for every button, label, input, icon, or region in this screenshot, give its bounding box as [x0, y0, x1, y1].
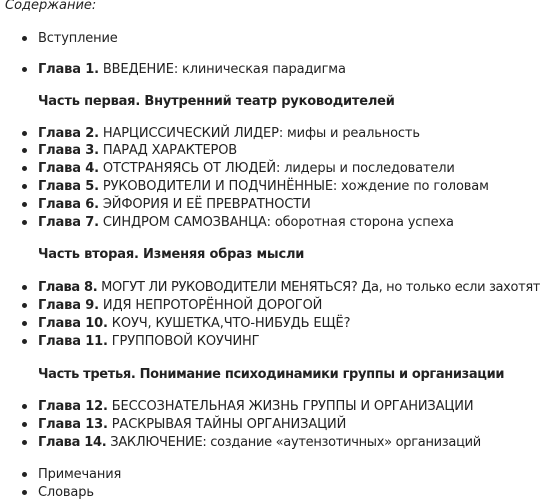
- chapter-title: ИДЯ НЕПРОТОРЁННОЙ ДОРОГОЙ: [102, 298, 323, 313]
- chapter-number: Глава 1.: [38, 62, 99, 77]
- bullet-icon: [22, 490, 27, 495]
- chapter-title: ЭЙФОРИЯ И ЕЁ ПРЕВРАТНОСТИ: [102, 197, 311, 212]
- item-label: [38, 196, 311, 213]
- item-label: [38, 398, 473, 415]
- item-label: [38, 125, 420, 142]
- bullet-icon: [22, 339, 27, 344]
- item-label: [38, 315, 350, 332]
- chapter-number: Глава 7.: [38, 215, 99, 230]
- bullet-icon: [22, 321, 27, 326]
- chapter-title: ГРУППОВОЙ КОУЧИНГ: [111, 334, 260, 349]
- bullet-icon: [22, 220, 27, 225]
- item-label: [38, 142, 237, 159]
- chapter-subtitle: : оборотная сторона успеха: [266, 215, 454, 230]
- chapter-number: Глава 3.: [38, 143, 99, 158]
- item-label: Словарь: [38, 485, 94, 500]
- item-label: [38, 61, 346, 78]
- chapter-title: ПАРАД ХАРАКТЕРОВ: [102, 143, 238, 158]
- bullet-icon: [22, 303, 27, 308]
- item-label: [38, 434, 481, 451]
- bullet-icon: [22, 148, 27, 153]
- item-label: [38, 297, 322, 314]
- item-label: [38, 178, 489, 195]
- chapter-title: ОТСТРАНЯЯСЬ ОТ ЛЮДЕЙ: [102, 161, 276, 176]
- chapter-number: Глава 4.: [38, 161, 99, 176]
- chapter-title: БЕССОЗНАТЕЛЬНАЯ ЖИЗНЬ ГРУППЫ И ОРГАНИЗАЦИИ: [111, 399, 474, 414]
- chapter-title: КОУЧ, КУШЕТКА,ЧТО-НИБУДЬ ЕЩЁ?: [111, 316, 351, 331]
- chapter-number: Глава 6.: [38, 197, 99, 212]
- bullet-icon: [22, 184, 27, 189]
- chapter-title: НАРЦИССИЧЕСКИЙ ЛИДЕР: [102, 126, 279, 141]
- bullet-icon: [22, 67, 27, 72]
- bullet-icon: [22, 131, 27, 136]
- chapter-number: Глава 10.: [38, 316, 108, 331]
- chapter-number: Глава 9.: [38, 298, 99, 313]
- item-label: Примечания: [38, 467, 122, 482]
- chapter-number: Глава 12.: [38, 399, 108, 414]
- item-label: [38, 416, 346, 433]
- chapter-subtitle: Да, но только если захотят: [357, 280, 540, 295]
- item-label: Вступление: [38, 31, 118, 46]
- part-heading-1: Часть первая. Внутренний театр руководителей: [38, 94, 395, 109]
- bullet-icon: [22, 166, 27, 171]
- chapter-subtitle: : лидеры и последователи: [275, 161, 455, 176]
- chapter-title: МОГУТ ЛИ РУКОВОДИТЕЛИ МЕНЯТЬСЯ?: [101, 280, 358, 295]
- bullet-icon: [22, 422, 27, 427]
- part-heading-3: Часть третья. Понимание психодинамики группы и организации: [38, 367, 505, 382]
- bullet-icon: [22, 440, 27, 445]
- bullet-icon: [22, 36, 27, 41]
- part-heading-2: Часть вторая. Изменяя образ мысли: [38, 247, 305, 262]
- bullet-icon: [22, 472, 27, 477]
- chapter-title: РУКОВОДИТЕЛИ И ПОДЧИНЁННЫЕ: [102, 179, 333, 194]
- chapter-title: СИНДРОМ САМОЗВАНЦА: [102, 215, 267, 230]
- chapter-title: ВВЕДЕНИЕ: [102, 62, 174, 77]
- chapter-number: Глава 13.: [38, 417, 108, 432]
- chapter-number: Глава 11.: [38, 334, 108, 349]
- bullet-icon: [22, 404, 27, 409]
- item-label: [38, 279, 540, 296]
- chapter-number: Глава 2.: [38, 126, 99, 141]
- bullet-icon: [22, 285, 27, 290]
- chapter-number: Глава 14.: [38, 435, 107, 450]
- bullet-icon: [22, 202, 27, 207]
- chapter-title: ЗАКЛЮЧЕНИЕ: [110, 435, 203, 450]
- chapter-subtitle: : создание «аутензотичных» организаций: [202, 435, 481, 450]
- chapter-number: Глава 8.: [38, 280, 98, 295]
- item-label: [38, 214, 454, 231]
- item-label: [38, 333, 259, 350]
- chapter-subtitle: : мифы и реальность: [278, 126, 420, 141]
- toc-heading: Содержание:: [5, 0, 97, 13]
- chapter-number: Глава 5.: [38, 179, 99, 194]
- item-label: [38, 160, 455, 177]
- chapter-subtitle: : клиническая парадигма: [173, 62, 346, 77]
- chapter-title: РАСКРЫВАЯ ТАЙНЫ ОРГАНИЗАЦИЙ: [111, 417, 347, 432]
- chapter-subtitle: : хождение по головам: [332, 179, 489, 194]
